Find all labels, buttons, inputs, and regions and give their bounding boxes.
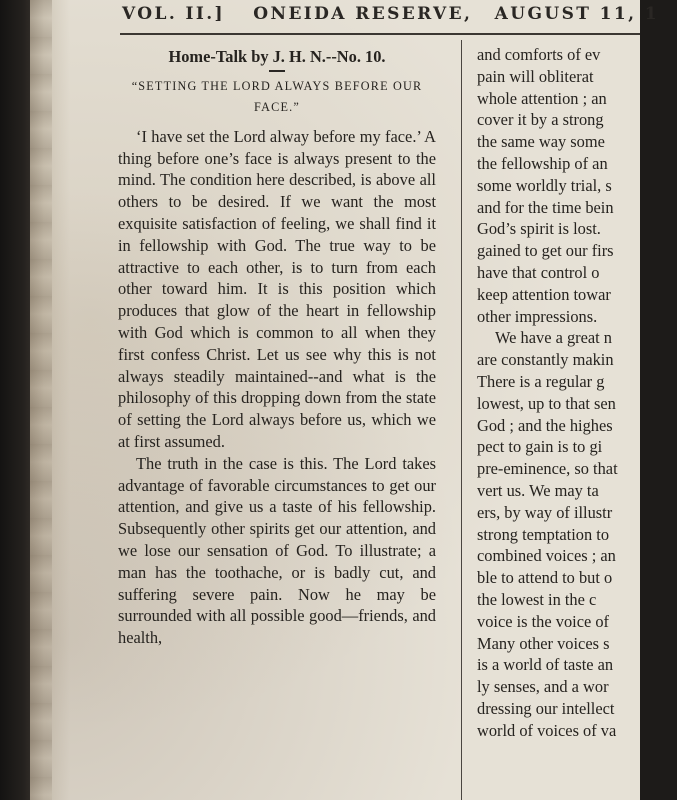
column-line: ly senses, and a wor: [477, 677, 609, 697]
column-line: whole attention ; an: [477, 88, 607, 108]
column-line: world of voices of va: [477, 720, 617, 740]
column-line: the fellowship of an: [477, 153, 608, 173]
column-line: ers, by way of illustr: [477, 502, 613, 522]
column-line: and comforts of ev: [477, 45, 601, 64]
column-line: pain will obliterat: [477, 66, 594, 86]
column-line: voice is the voice of: [477, 611, 609, 631]
column-line: have that control o: [477, 262, 600, 282]
column-line: ble to attend to but o: [477, 568, 613, 588]
column-line: the same way some: [477, 132, 605, 152]
column-line: some worldly trial, s: [477, 175, 612, 195]
column-line: are constantly makin: [477, 350, 614, 370]
column-line: strong temptation to: [477, 524, 610, 544]
column-line: the lowest in the c: [477, 589, 597, 609]
masthead: [122, 4, 659, 32]
masthead-rule: [120, 33, 640, 35]
column-line: God’s spirit is lost.: [477, 219, 601, 239]
article-column-left: [118, 46, 436, 649]
column-line: dressing our intellect: [477, 698, 615, 718]
column-line: gained to get our firs: [477, 241, 614, 261]
column-line: is a world of taste an: [477, 655, 614, 675]
page-edge-wear: [30, 0, 52, 800]
column-line: God ; and the highes: [477, 415, 613, 435]
column-line: combined voices ; an: [477, 546, 616, 566]
article-paragraph: ‘I have set the Lord alway before my face.’ A thing before one’s face is always present to the mind. The condition here described, is above all others to be desired. If we want the most exquisite satisfaction of feeling, we shall find it in fellowship with God. The true way to be attractive to each other, is to turn from each other toward him. It is this position which produces that glow of the heart in fellowship with God which is common to all when they first confess Christ. Let us see why this is not always steadily maintained--and what is the philosophy of this dropping down from the state of setting the Lord always before us, which we at first assumed.: [118, 126, 436, 451]
column-line: pre-eminence, so that: [477, 459, 618, 479]
column-line: cover it by a strong: [477, 110, 604, 130]
column-line: There is a regular g: [477, 371, 605, 391]
column-line: Many other voices s: [477, 633, 610, 653]
column-line: and for the time bein: [477, 197, 614, 217]
article-paragraph: The truth in the case is this. The Lord takes advantage of favorable circumstances to get our attention, and give us a taste of his fellowship. Subsequently other spirits get our attention, and we lose our sensation of God. To illustrate; a man has the toothache, or is badly cut, and suffering severe pain. Now he may be surrounded with all possible good—friends, and health,: [118, 453, 436, 648]
column-line: pect to gain is to gi: [477, 437, 603, 457]
masthead-volume: VOL. II.]: [122, 4, 225, 24]
masthead-title: ONEIDA RESERVE,: [253, 4, 473, 24]
column-line: keep attention towar: [477, 284, 611, 304]
column-line: other impressions.: [477, 306, 598, 326]
article-subhead: “SETTING THE LORD ALWAYS BEFORE OUR FACE.”: [131, 78, 423, 114]
column-line: lowest, up to that sen: [477, 393, 616, 413]
article-headline: Home-Talk by J. H. N.--No. 10.: [168, 47, 386, 66]
article-column-right: [477, 44, 677, 742]
headline-dash: [269, 70, 285, 72]
column-divider: [461, 40, 462, 800]
column-line: vert us. We may ta: [477, 480, 599, 500]
masthead-date: AUGUST 11, 1: [494, 4, 659, 24]
column-line: We have a great n: [495, 328, 612, 348]
